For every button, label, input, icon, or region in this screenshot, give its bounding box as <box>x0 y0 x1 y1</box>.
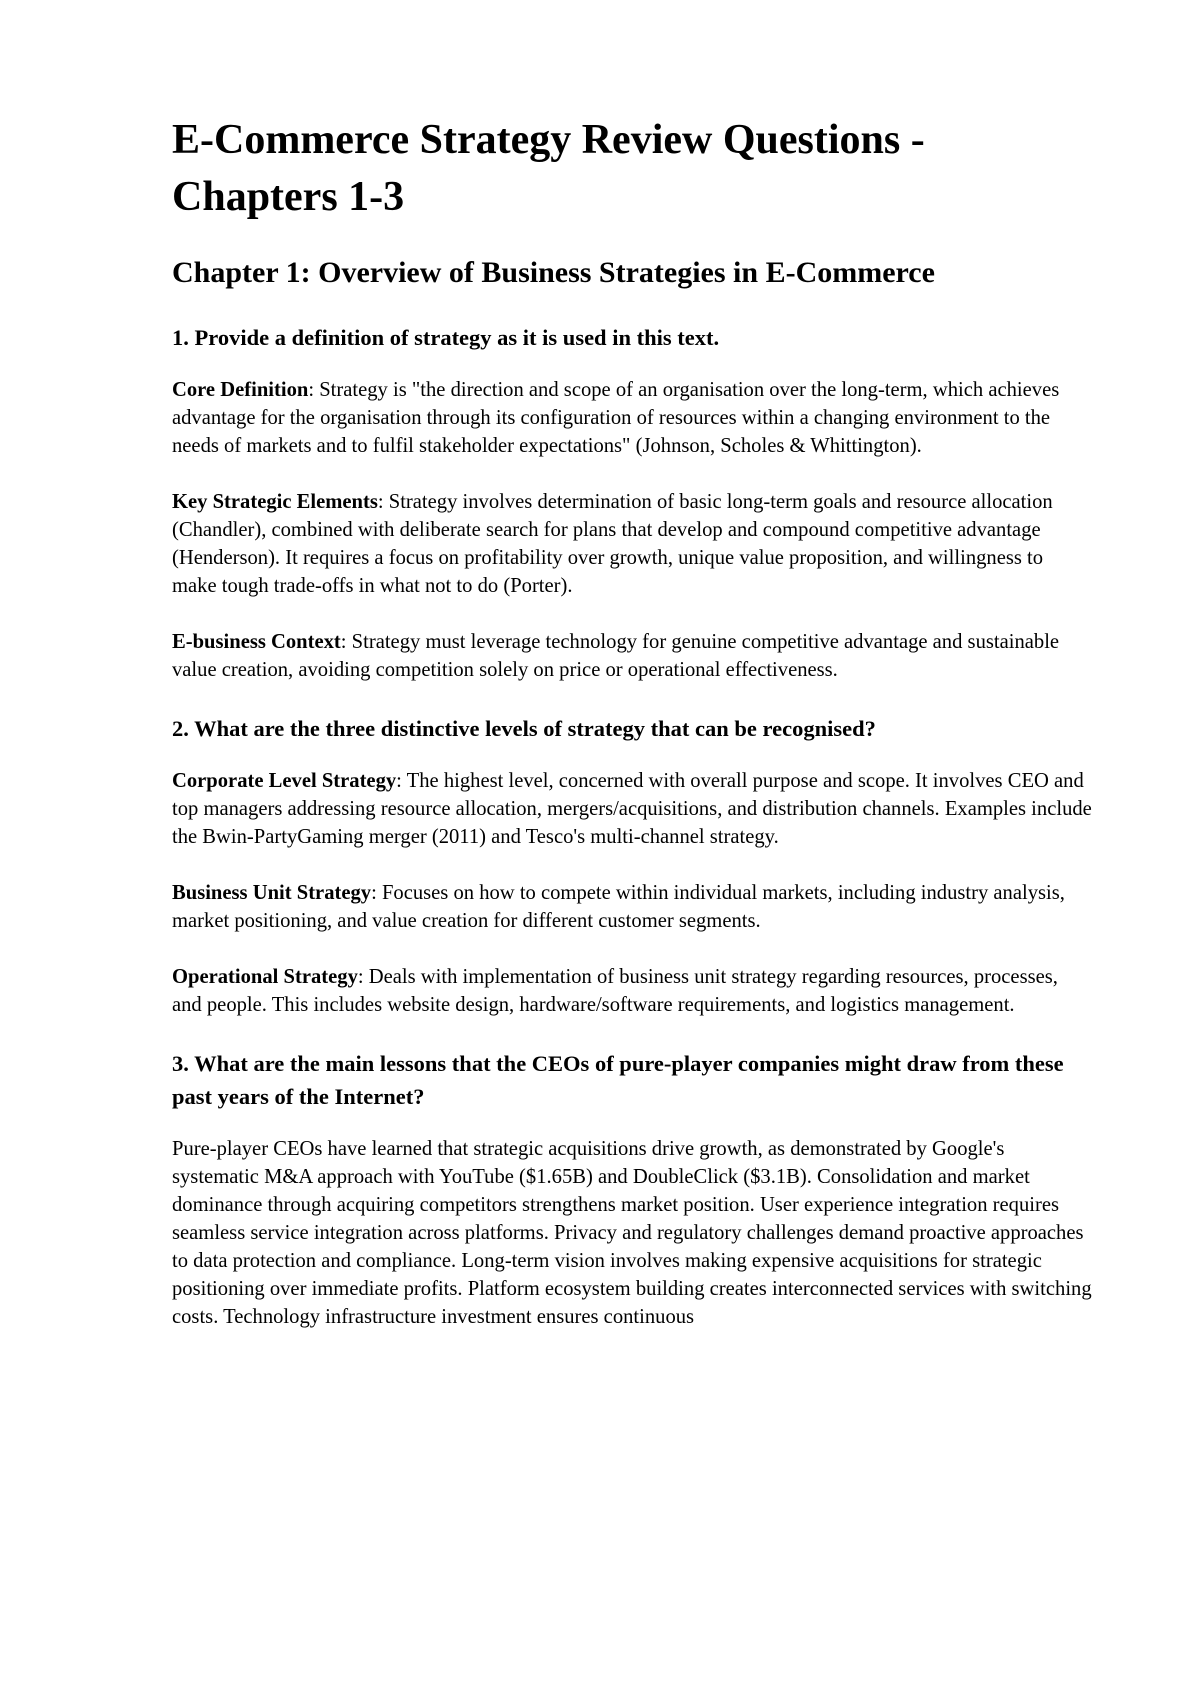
answer-paragraph <box>172 488 1092 600</box>
answer-term: Corporate Level Strategy <box>172 770 397 792</box>
answer-text: Pure-player CEOs have learned that strategic acquisitions drive growth, as demonstrated by Google's systematic M&A approach with YouTube ($1.65B) and DoubleClick ($3.1B). Consolidation and market dominance through acquiring competitors strengthens market position. User experience integration requires seamless service integration across platforms. Privacy and regulatory challenges demand proactive approaches to data protection and compliance. Long-term vision involves making expensive acquisitions for strategic positioning over immediate profits. Platform ecosystem building creates interconnected services with switching costs. Technology infrastructure investment ensures continuous <box>172 1138 1092 1328</box>
answer-term: Operational Strategy <box>172 966 358 988</box>
question-heading: 2. What are the three distinctive levels of strategy that can be recognised? <box>172 716 876 741</box>
answer-term: E-business Context <box>172 631 341 653</box>
answer-paragraph <box>172 963 1092 1019</box>
answer-term: Business Unit Strategy <box>172 882 372 904</box>
question-1 <box>172 321 1092 684</box>
answer-text: : Strategy must leverage technology for genuine competitive advantage and sustainable value creation, avoiding competition solely on price or operational effectiveness. <box>172 631 1060 681</box>
answer-paragraph <box>172 376 1092 460</box>
question-3 <box>172 1047 1092 1331</box>
answer-paragraph <box>172 767 1092 851</box>
answer-paragraph <box>172 1135 1092 1331</box>
chapter-heading: Chapter 1: Overview of Business Strategies in E-Commerce <box>172 256 935 289</box>
answer-text: : Strategy is "the direction and scope of an organisation over the long-term, which achieves advantage for the organisation through its configuration of resources within a changing environment to the needs of markets and to fulfil stakeholder expectations" (Johnson, Scholes & Whittington). <box>172 379 1060 457</box>
answer-paragraph <box>172 879 1092 935</box>
answer-text: : Strategy involves determination of basic long-term goals and resource allocation (Chandler), combined with deliberate search for plans that develop and compound competitive advantage (Henderson). It requires a focus on profitability over growth, unique value proposition, and willingness to make tough trade-offs in what not to do (Porter). <box>172 491 1053 597</box>
answer-text: : The highest level, concerned with overall purpose and scope. It involves CEO and top managers addressing resource allocation, mergers/acquisitions, and distribution channels. Examples include the Bwin-PartyGaming merger (2011) and Tesco's multi-channel strategy. <box>172 770 1092 848</box>
answer-term: Core Definition <box>172 379 309 401</box>
answer-term: Key Strategic Elements <box>172 491 378 513</box>
answer-text: : Focuses on how to compete within individual markets, including industry analysis, market positioning, and value creation for different customer segments. <box>172 882 1065 932</box>
document-page <box>172 112 1092 1359</box>
question-heading: 1. Provide a definition of strategy as it is used in this text. <box>172 325 720 350</box>
document-title: E-Commerce Strategy Review Questions - Chapters 1-3 <box>172 117 925 220</box>
answer-text: : Deals with implementation of business unit strategy regarding resources, processes, and people. This includes website design, hardware/software requirements, and logistics management. <box>172 966 1058 1016</box>
question-2 <box>172 712 1092 1019</box>
answer-paragraph <box>172 628 1092 684</box>
question-heading: 3. What are the main lessons that the CEOs of pure-player companies might draw from these past years of the Internet? <box>172 1051 1064 1109</box>
